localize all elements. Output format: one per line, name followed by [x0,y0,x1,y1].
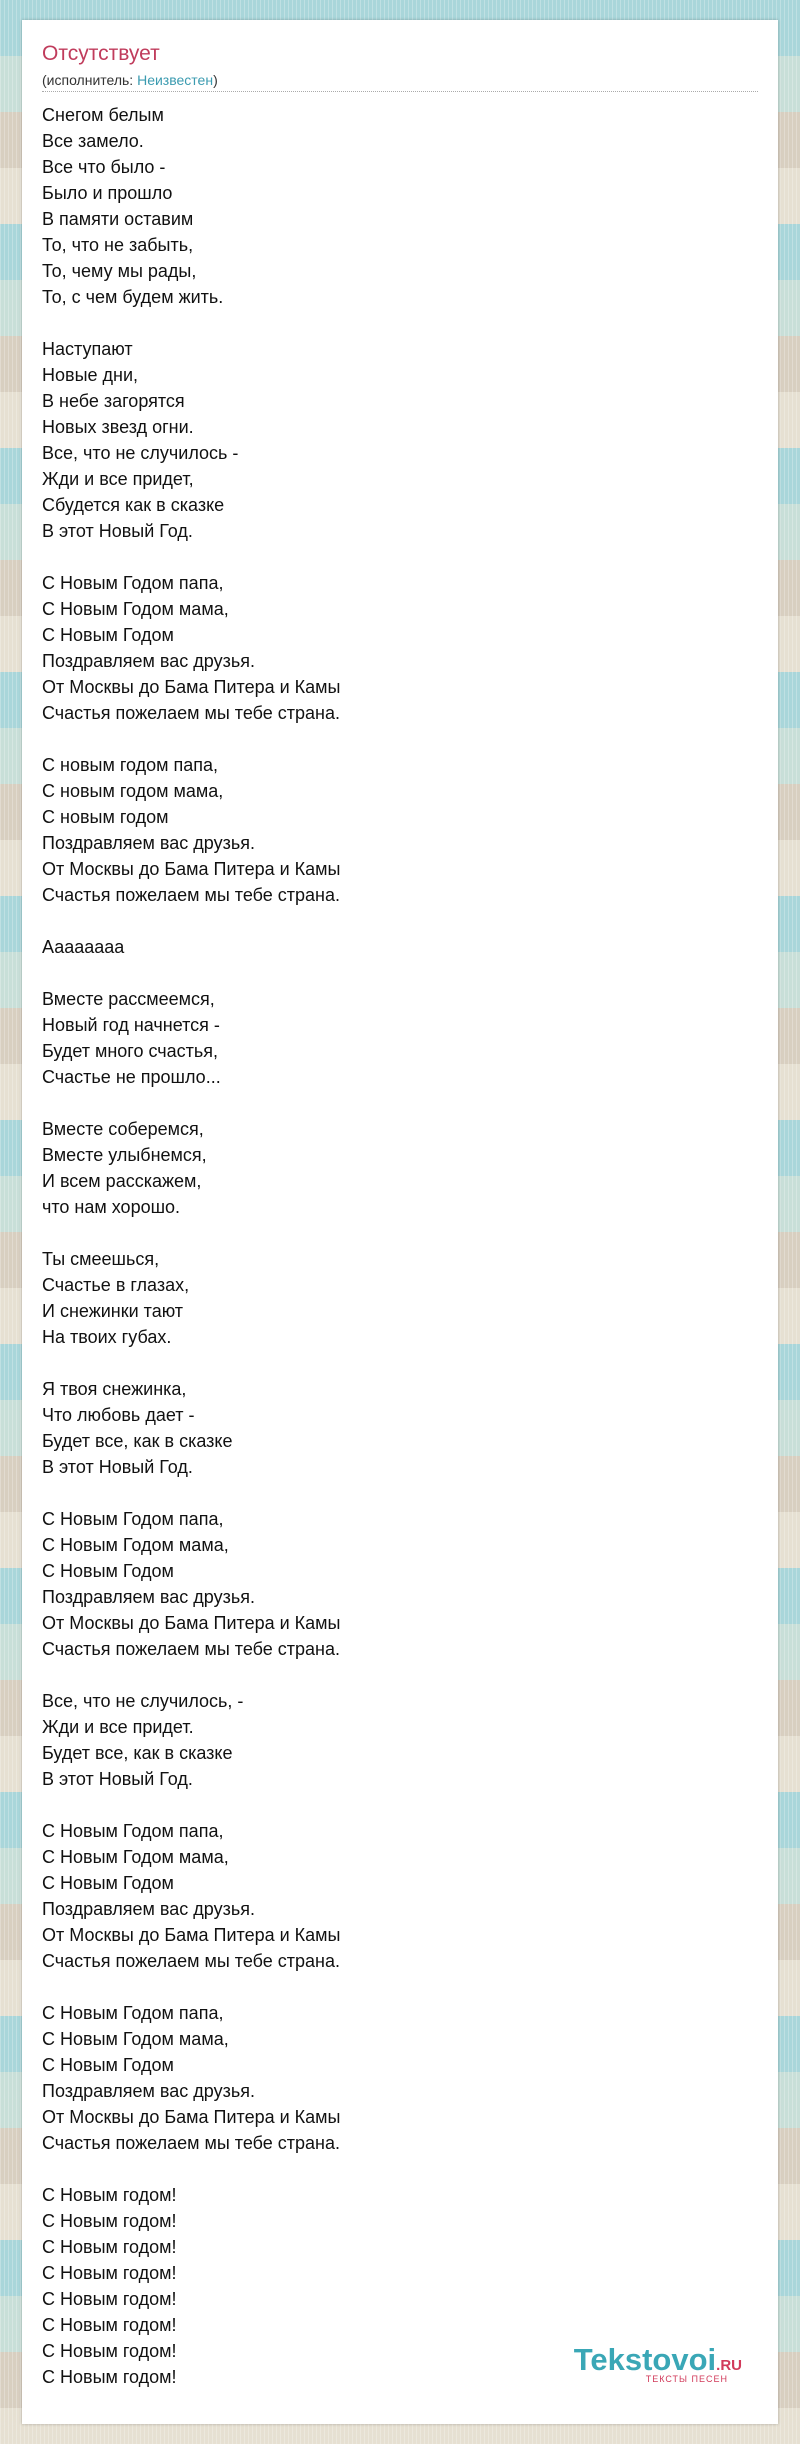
stanza-gap [42,726,341,752]
lyric-line: Все что было - [42,157,166,177]
lyric-line: Новый год начнется - [42,1015,220,1035]
lyric-line: Счастья пожелаем мы тебе страна. [42,885,340,905]
lyric-line: Счастья пожелаем мы тебе страна. [42,1639,340,1659]
lyric-line: И снежинки тают [42,1301,184,1321]
lyric-line: С Новым годом! [42,2367,177,2387]
lyric-line: С Новым Годом папа, [42,1821,224,1841]
lyric-line: От Москвы до Бама Питера и Камы [42,859,341,879]
lyric-line: От Москвы до Бама Питера и Камы [42,2107,341,2127]
lyric-line: С Новым Годом папа, [42,1509,224,1529]
lyric-line: В этот Новый Год. [42,1769,193,1789]
performer-link[interactable]: Неизвестен [137,72,214,88]
title-divider [42,91,758,92]
performer-line [42,72,218,88]
lyric-line: Вместе соберемся, [42,1119,204,1139]
lyric-line: С Новым годом! [42,2341,177,2361]
stanza-gap [42,1090,341,1116]
logo-tagline: ТЕКСТЫ ПЕСЕН [645,2374,728,2384]
lyric-line: Что любовь дает - [42,1405,195,1425]
lyric-line: В небе загорятся [42,391,185,411]
lyric-line: На твоих губах. [42,1327,172,1347]
lyric-line: что нам хорошо. [42,1197,181,1217]
stanza-gap [42,960,341,986]
lyric-line: С Новым Годом [42,2055,174,2075]
lyric-line: Вместе рассмеемся, [42,989,215,1009]
lyric-line: С Новым Годом мама, [42,2029,229,2049]
lyric-line: Все, что не случилось, - [42,1691,244,1711]
lyric-line: Счастье в глазах, [42,1275,190,1295]
stanza-gap [42,1662,341,1688]
lyric-line: С Новым Годом [42,1873,174,1893]
lyric-line: Ааааааaa [42,937,125,957]
lyric-line: От Москвы до Бама Питера и Камы [42,1925,341,1945]
song-title: Отсутствует [42,42,160,65]
lyric-line: В этот Новый Год. [42,1457,193,1477]
lyric-line: И всем расскажем, [42,1171,202,1191]
lyric-line: В памяти оставим [42,209,194,229]
lyric-line: С Новым Годом папа, [42,2003,224,2023]
lyric-line: С Новым годом! [42,2315,177,2335]
lyric-line: Все замело. [42,131,144,151]
lyric-line: В этот Новый Год. [42,521,193,541]
performer-prefix: (исполнитель: [42,72,138,88]
stanza-gap [42,1220,341,1246]
lyric-line: С Новым Годом [42,625,174,645]
logo-name: Tekstovoi [573,2342,717,2377]
lyric-line: С Новым годом! [42,2263,177,2283]
lyric-line: Счастья пожелаем мы тебе страна. [42,703,340,723]
stanza-gap [42,1792,341,1818]
lyric-line: Жди и все придет. [42,1717,194,1737]
lyric-line: Поздравляем вас друзья. [42,651,255,671]
stanza-gap [42,1350,341,1376]
lyric-line: Было и прошло [42,183,173,203]
lyric-line: Новых звезд огни. [42,417,194,437]
lyric-line: Будет все, как в сказке [42,1431,233,1451]
lyric-line: Жди и все придет, [42,469,194,489]
lyric-line: От Москвы до Бама Питера и Камы [42,1613,341,1633]
lyric-line: Вместе улыбнемся, [42,1145,207,1165]
lyric-line: С новым годом мама, [42,781,224,801]
lyric-line: Все, что не случилось - [42,443,239,463]
lyric-line: Поздравляем вас друзья. [42,833,255,853]
lyric-line: С Новым Годом мама, [42,1535,229,1555]
lyric-line: Поздравляем вас друзья. [42,2081,255,2101]
lyric-line: С Новым годом! [42,2211,177,2231]
lyric-line: С Новым Годом папа, [42,573,224,593]
lyric-line: Я твоя снежинка, [42,1379,187,1399]
lyric-line: Счастье не прошло... [42,1067,221,1087]
lyric-line: То, чему мы рады, [42,261,197,281]
stanza-gap [42,310,341,336]
logo-tld: .RU [716,2357,742,2374]
lyric-line: Снегом белым [42,105,164,125]
stanza-gap [42,2156,341,2182]
lyric-line: Будет все, как в сказке [42,1743,233,1763]
stanza-gap [42,1480,341,1506]
lyric-line: То, что не забыть, [42,235,194,255]
lyric-line: Новые дни, [42,365,139,385]
stanza-gap [42,908,341,934]
lyric-line: С Новым Годом мама, [42,599,229,619]
lyric-line: С Новым Годом мама, [42,1847,229,1867]
lyric-line: Счастья пожелаем мы тебе страна. [42,2133,340,2153]
lyrics-text [42,102,341,2390]
lyric-line: С Новым годом! [42,2185,177,2205]
performer-suffix: ) [213,72,218,88]
lyric-line: С Новым годом! [42,2289,177,2309]
lyric-line: Ты смеешься, [42,1249,160,1269]
lyric-line: С Новым годом! [42,2237,177,2257]
lyric-line: Будет много счастья, [42,1041,219,1061]
lyrics-card [22,20,778,2424]
lyric-line: С Новым Годом [42,1561,174,1581]
site-logo[interactable] [574,2342,742,2384]
lyric-line: То, с чем будем жить. [42,287,224,307]
stanza-gap [42,544,341,570]
stanza-gap [42,1974,341,2000]
lyric-line: От Москвы до Бама Питера и Камы [42,677,341,697]
lyric-line: Счастья пожелаем мы тебе страна. [42,1951,340,1971]
lyric-line: С новым годом [42,807,169,827]
lyric-line: Сбудется как в сказке [42,495,225,515]
lyric-line: С новым годом папа, [42,755,219,775]
lyric-line: Поздравляем вас друзья. [42,1899,255,1919]
lyric-line: Поздравляем вас друзья. [42,1587,255,1607]
lyric-line: Наступают [42,339,133,359]
